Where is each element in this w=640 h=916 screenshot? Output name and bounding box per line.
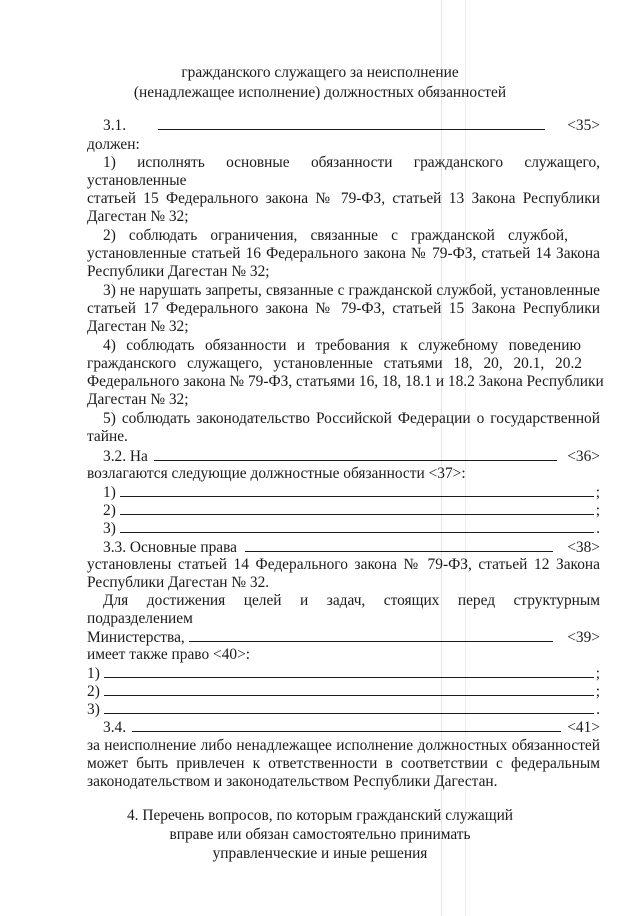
list-number: 3) bbox=[103, 520, 116, 537]
blank-line[interactable] bbox=[245, 537, 553, 552]
text-line: статьей 17 Федерального закона № 79-ФЗ, статьей 15 Закона Республики bbox=[87, 300, 600, 317]
section-number: 3.3. Основные права bbox=[103, 539, 237, 556]
heading-line-2: (ненадлежащее исполнение) должностных обязанностей bbox=[133, 84, 507, 101]
blank-line[interactable] bbox=[158, 115, 545, 130]
text-line: 4) соблюдать обязанности и требования к служебному поведению bbox=[103, 337, 581, 354]
text-line: имеет также право <40>: bbox=[87, 646, 251, 663]
blank-line[interactable] bbox=[154, 446, 557, 461]
text-line: статьей 15 Федерального закона № 79-ФЗ, статьей 13 Закона Республики bbox=[87, 190, 600, 207]
blank-line[interactable] bbox=[104, 663, 594, 678]
text-line: подразделением bbox=[87, 610, 193, 627]
section-number: 3.1. bbox=[103, 117, 127, 134]
text-line: Федерального закона № 79-ФЗ, статьями 16, 18, 18.1 и 18.2 Закона Республики bbox=[87, 373, 604, 390]
list-end-mark: . bbox=[596, 520, 600, 537]
blank-line[interactable] bbox=[120, 518, 594, 533]
blank-line[interactable] bbox=[120, 500, 594, 515]
section-4-title-1: 4. Перечень вопросов, по которым гражданский служащий bbox=[126, 807, 514, 824]
list-number: 1) bbox=[103, 484, 116, 501]
list-end-mark: . bbox=[596, 701, 600, 718]
section-number: 3.2. На bbox=[103, 448, 148, 465]
footnote-ref: <41> bbox=[567, 719, 600, 736]
text-line: может быть привлечен к ответственности в соответствии с федеральным bbox=[87, 755, 600, 772]
list-item bbox=[103, 482, 600, 502]
section-3-3-header bbox=[103, 537, 600, 557]
heading-line-1: гражданского служащего за неисполнение bbox=[181, 64, 459, 81]
text-line: установлены статьей 14 Федерального закона № 79-ФЗ, статьей 12 Закона bbox=[87, 556, 600, 573]
text-line: установленные bbox=[87, 172, 187, 189]
text-line: 5) соблюдать законодательство Российской Федерации о государственной bbox=[103, 410, 600, 427]
blank-line[interactable] bbox=[120, 482, 594, 497]
text-line: Дагестан № 32; bbox=[87, 391, 189, 408]
text-line: установленные статьей 16 Федерального закона № 79-ФЗ, статьей 14 Закона bbox=[87, 245, 600, 262]
text-line: Республики Дагестан № 32. bbox=[87, 574, 270, 591]
footnote-ref: <36> bbox=[567, 448, 600, 465]
section-number: 3.4. bbox=[103, 719, 127, 736]
list-item bbox=[87, 699, 600, 719]
text-line: Дагестан № 32; bbox=[87, 318, 189, 335]
text-line bbox=[87, 627, 600, 647]
list-number: 2) bbox=[103, 502, 116, 519]
list-number: 2) bbox=[87, 683, 100, 700]
text-line: за неисполнение либо ненадлежащее исполнение должностных обязанностей bbox=[87, 737, 600, 754]
blank-line[interactable] bbox=[189, 627, 553, 642]
text-line: гражданского служащего, установленные статьями 18, 20, 20.1, 20.2 bbox=[87, 355, 582, 372]
list-number: 3) bbox=[87, 701, 100, 718]
blank-line[interactable] bbox=[132, 717, 561, 732]
section-3-1-header bbox=[103, 115, 600, 135]
text-line: тайне. bbox=[87, 428, 128, 445]
section-3-4-header bbox=[103, 717, 600, 737]
text-line: Дагестан № 32; bbox=[87, 208, 189, 225]
list-end-mark: ; bbox=[595, 683, 600, 700]
list-item bbox=[87, 663, 600, 683]
list-number: 1) bbox=[87, 665, 100, 682]
section-4-title-3: управленческие и иные решения bbox=[212, 845, 428, 862]
text-line: Для достижения целей и задач, стоящих перед структурным bbox=[103, 592, 600, 609]
text-fragment: Министерства, bbox=[87, 629, 185, 646]
footnote-ref: <39> bbox=[567, 629, 600, 646]
text-line: 3) не нарушать запреты, связанные с гражданской службой, установленные bbox=[103, 282, 600, 299]
section-3-2-header bbox=[103, 446, 600, 466]
list-end-mark: ; bbox=[595, 665, 600, 682]
footnote-ref: <35> bbox=[567, 117, 600, 134]
blank-line[interactable] bbox=[104, 699, 594, 714]
list-end-mark: ; bbox=[595, 484, 600, 501]
list-item bbox=[103, 500, 600, 520]
list-item bbox=[87, 681, 600, 701]
blank-line[interactable] bbox=[104, 681, 594, 696]
section-4-title-2: вправе или обязан самостоятельно принимать bbox=[169, 826, 471, 843]
text-line: 2) соблюдать ограничения, связанные с гражданской службой, bbox=[103, 227, 568, 244]
list-end-mark: ; bbox=[595, 502, 600, 519]
list-item bbox=[103, 518, 600, 538]
text-line: Республики Дагестан № 32; bbox=[87, 263, 270, 280]
text-line: 1) исполнять основные обязанности гражданского служащего, bbox=[103, 154, 600, 171]
text-line: законодательством и законодательством Республики Дагестан. bbox=[87, 773, 498, 790]
text-line: возлагаются следующие должностные обязанности <37>: bbox=[87, 465, 466, 482]
text-line: должен: bbox=[87, 136, 140, 153]
footnote-ref: <38> bbox=[567, 539, 600, 556]
